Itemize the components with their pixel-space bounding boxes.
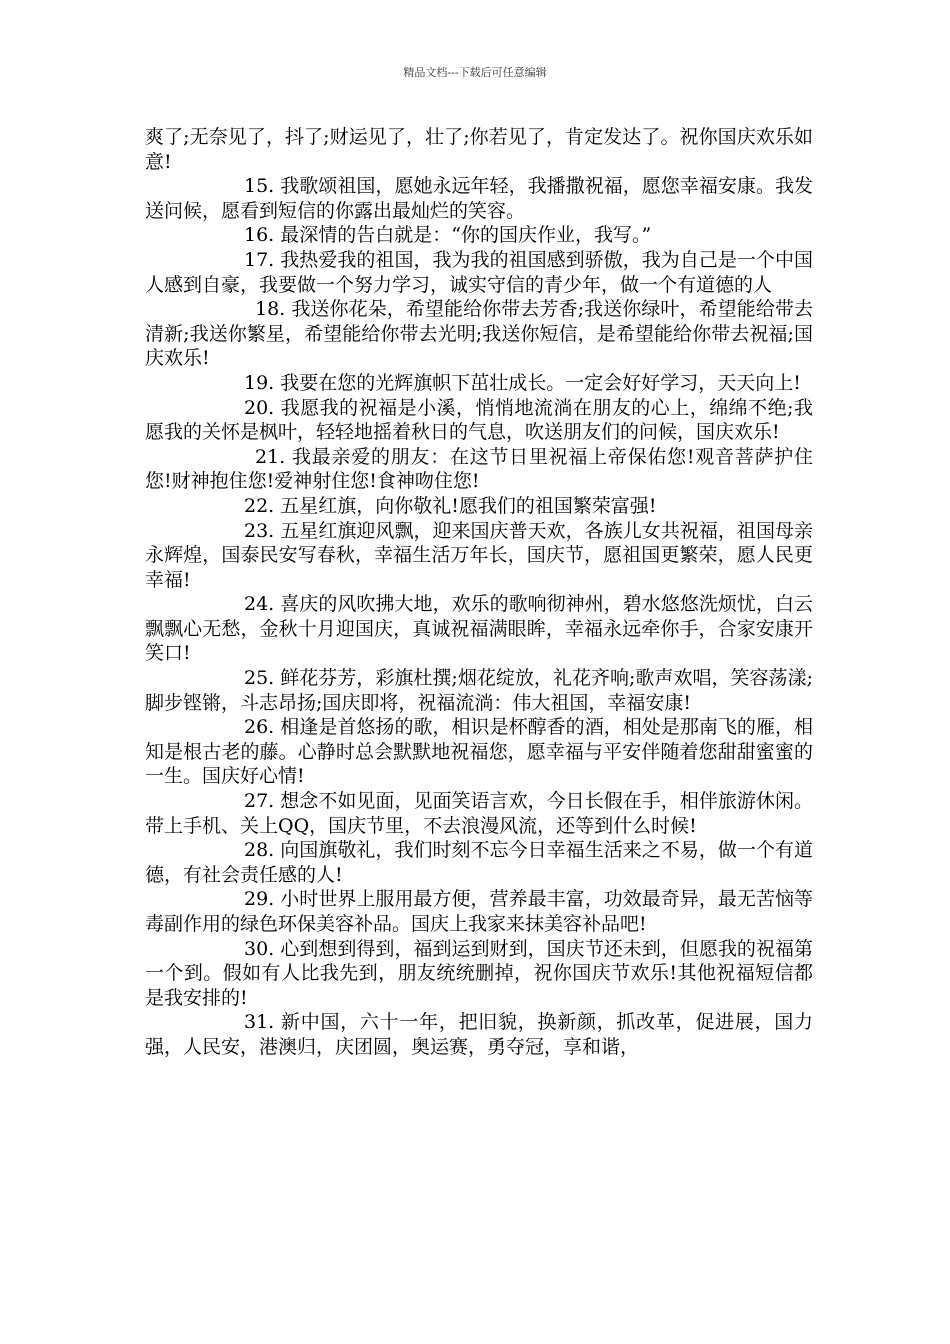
paragraph-18: 18. 我送你花朵，希望能给你带去芳香;我送你绿叶，希望能给带去清新;我送你繁星，希望能给你带去光明;我送你短信，是希望能给你带去祝福;国庆欢乐!: [145, 298, 813, 370]
paragraph-20: 20. 我愿我的祝福是小溪，悄悄地流淌在朋友的心上，绵绵不绝;我愿我的关怀是枫叶，轻轻地摇着秋日的气息，吹送朋友们的问候，国庆欢乐!: [145, 396, 813, 444]
paragraph-30: 30. 心到想到得到，福到运到财到，国庆节还未到，但愿我的祝福第一个到。假如有人比我先到，朋友统统删掉，祝你国庆节欢乐!其他祝福短信都是我安排的!: [145, 937, 813, 1009]
paragraph-31: 31. 新中国，六十一年，把旧貌，换新颜，抓改革，促进展，国力强，人民安，港澳归，庆团圆，奥运赛，勇夺冠，享和谐，: [145, 1011, 813, 1058]
paragraph-24: 24. 喜庆的风吹拂大地，欢乐的歌响彻神州，碧水悠悠洗烦忧，白云飘飘心无愁，金秋十月迎国庆，真诚祝福满眼眸，幸福永远牵你手，合家安康开笑口!: [145, 593, 813, 665]
document-body: [145, 125, 813, 1060]
paragraph-continued: 爽了;无奈见了，抖了;财运见了，壮了;你若见了，肯定发达了。祝你国庆欢乐如意!: [145, 126, 813, 173]
paragraph-29: 29. 小时世界上服用最方便，营养最丰富，功效最奇异，最无苦恼等毒副作用的绿色环保美容补品。国庆上我家来抹美容补品吧!: [145, 888, 813, 935]
page-header: 精品文档---下载后可任意编辑: [403, 66, 547, 79]
paragraph-21: 21. 我最亲爱的朋友：在这节日里祝福上帝保佑您!观音菩萨护住您!财神抱住您!爱神射住您!食神吻住您!: [145, 445, 813, 493]
paragraph-23: 23. 五星红旗迎风飘，迎来国庆普天欢，各族儿女共祝福，祖国母亲永辉煌，国泰民安写春秋，幸福生活万年长，国庆节，愿祖国更繁荣，愿人民更幸福!: [145, 519, 813, 591]
paragraph-22: 22. 五星红旗，向你敬礼!愿我们的祖国繁荣富强!: [244, 494, 657, 517]
paragraph-17: 17. 我热爱我的祖国，我为我的祖国感到骄傲，我为自己是一个中国人感到自豪，我要做一个努力学习，诚实守信的青少年，做一个有道德的人: [145, 248, 813, 296]
paragraph-28: 28. 向国旗敬礼，我们时刻不忘今日幸福生活来之不易，做一个有道德，有社会责任感的人!: [145, 839, 813, 886]
paragraph-16: 16. 最深情的告白就是：“你的国庆作业，我写。”: [244, 224, 652, 247]
paragraph-26: 26. 相逢是首悠扬的歌，相识是杯醇香的酒，相处是那南飞的雁，相知是根古老的藤。心静时总会默默地祝福您，愿幸福与平安伴随着您甜甜蜜蜜的一生。国庆好心情!: [145, 716, 813, 788]
paragraph-19: 19. 我要在您的光辉旗帜下茁壮成长。一定会好好学习，天天向上!: [244, 371, 801, 394]
paragraph-27: 27. 想念不如见面，见面笑语言欢，今日长假在手，相伴旅游休闲。带上手机、关上QQ，国庆节里，不去浪漫风流，还等到什么时候!: [145, 790, 813, 837]
paragraph-25: 25. 鲜花芬芳，彩旗杜撰;烟花绽放，礼花齐响;歌声欢唱，笑容荡漾;脚步铿锵，斗志昂扬;国庆即将，祝福流淌：伟大祖国，幸福安康!: [145, 667, 813, 714]
paragraph-15: 15. 我歌颂祖国，愿她永远年轻，我播撒祝福，愿您幸福安康。我发送问候，愿看到短信的你露出最灿烂的笑容。: [145, 175, 813, 222]
